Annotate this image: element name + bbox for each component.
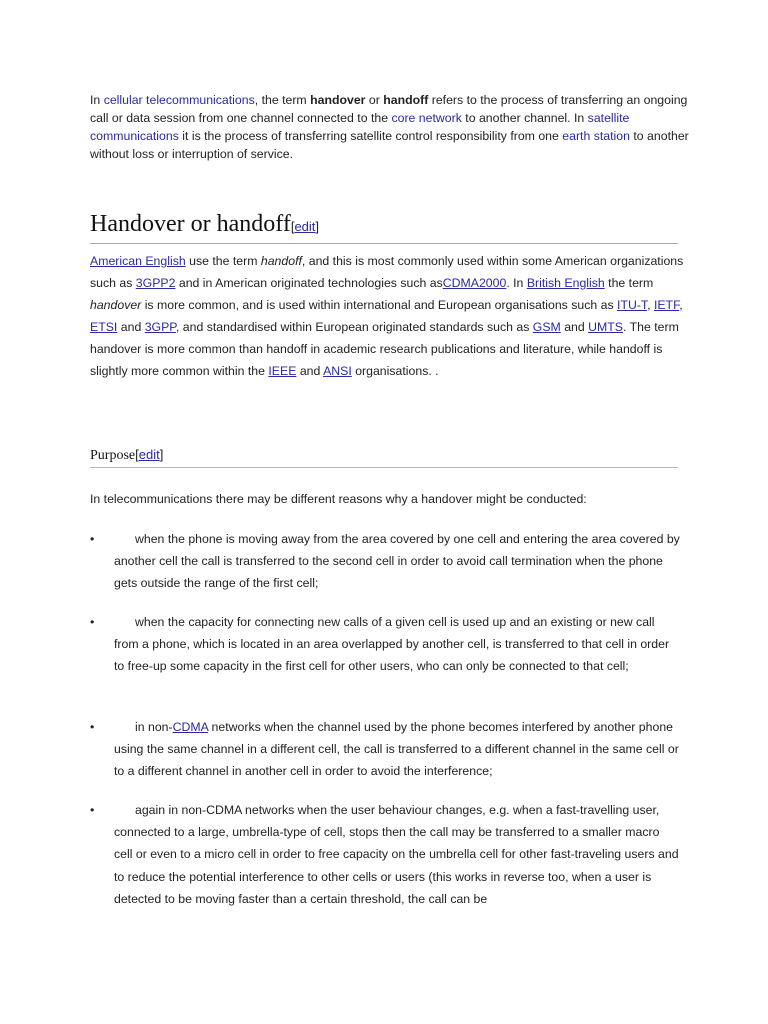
para-text: use the term [185,254,261,268]
list-item [90,716,680,783]
link-3gpp[interactable]: 3GPP [144,320,176,334]
list-item-text: networks when the channel used by the phone becomes interfered by another phone using the same channel in a different cell, the call is transferred to a different channel in the same cell or to a different channel in another cell in order to avoid the interference; [114,720,679,779]
edit-link[interactable]: edit [138,447,160,462]
list-item [90,799,680,910]
intro-paragraph [90,91,690,163]
link-core-network[interactable]: core network [391,111,462,125]
para-text: and [560,320,589,334]
bullet-marker: • [90,532,95,546]
link-cdma[interactable]: CDMA [172,720,209,734]
section-heading-handover [90,208,678,244]
edit-bracket-open: [ [135,447,139,462]
edit-bracket-close: ] [315,219,320,234]
para-text: and [117,320,145,334]
link-3gpp2[interactable]: 3GPP2 [135,276,176,290]
link-cdma2000[interactable]: CDMA2000 [442,276,507,290]
list-item [90,611,680,678]
link-satellite-communications[interactable]: satellite communications [90,111,630,143]
edit-link[interactable]: edit [294,219,316,234]
para-text: and [296,364,324,378]
link-american-english[interactable]: American English [90,254,186,268]
para-text: , and this is most commonly used within some American organizations such as [90,254,684,290]
link-itu-t[interactable]: ITU-T [617,298,648,312]
list-item-text: again in non-CDMA networks when the user behaviour changes, e.g. when a fast-travelling user, connected to a large, umbrella-type of cell, stops then the call may be transferred to a smaller macro cell or even to a micro cell in order to free capacity on the umbrella cell for other fast-traveling users and to reduce the potential interference to other cells or users (this works in reverse too, when a user is detected to be moving faster than a certain threshold, the call can be [114,803,679,906]
term-handoff: handoff [383,93,429,107]
list-item [90,528,680,595]
intro-text: to another channel. In [461,111,588,125]
para-text: , [679,298,683,312]
para-text: and in American originated technologies such as [175,276,443,290]
link-ieee[interactable]: IEEE [268,364,297,378]
section-heading-purpose [90,444,678,468]
link-british-english[interactable]: British English [526,276,605,290]
para-text: , [647,298,654,312]
link-ietf[interactable]: IETF [653,298,680,312]
term-handoff-italic: handoff [260,254,302,268]
bullet-marker: • [90,615,95,629]
term-handover: handover [310,93,366,107]
bullet-marker: • [90,803,95,817]
para-text: . The term handover is more common than handoff in academic research publications and literature, while handoff is slightly more common within the [90,320,679,378]
para-text: . In [506,276,527,290]
intro-text: to another without loss or interruption of service. [90,129,689,161]
link-etsi[interactable]: ETSI [90,320,118,334]
purpose-lead-text: In telecommunications there may be different reasons why a handover might be conducted: [90,492,587,506]
para-text: , and standardised within European originated standards such as [175,320,533,334]
para-text: the term [604,276,654,290]
list-item-text: in non- [135,720,173,734]
section-title: Purpose [90,448,136,463]
link-earth-station[interactable]: earth station [562,129,630,143]
link-gsm[interactable]: GSM [532,320,561,334]
link-cellular-telecommunications[interactable]: cellular telecommunications [103,93,255,107]
para-text: organisations. . [351,364,439,378]
link-ansi[interactable]: ANSI [323,364,352,378]
edit-bracket-open: [ [290,219,295,234]
intro-text: or [365,93,384,107]
intro-text: it is the process of transferring satellite control responsibility from one [178,129,563,143]
list-item-text: when the phone is moving away from the area covered by one cell and entering the area covered by another cell the call is transferred to the second cell in order to avoid call termination when the phone gets outside the range of the first cell; [114,532,680,591]
edit-bracket-close: ] [159,447,164,462]
terminology-paragraph [90,250,685,382]
bullet-marker: • [90,720,95,734]
term-handover-italic: handover [90,298,142,312]
intro-text: refers to the process of transferring an ongoing call or data session from one channel connected to the [90,93,688,125]
intro-text: In [90,93,104,107]
link-umts[interactable]: UMTS [588,320,623,334]
para-text: is more common, and is used within international and European organisations such as [141,298,618,312]
section-title: Handover or handoff [90,211,291,237]
intro-text: , the term [254,93,311,107]
list-item-text: when the capacity for connecting new calls of a given cell is used up and an existing or new call from a phone, which is located in an area overlapped by another cell, is transferred to that cell in order to free-up some capacity in the first cell for other users, who can only be connected to that cell; [114,615,670,674]
